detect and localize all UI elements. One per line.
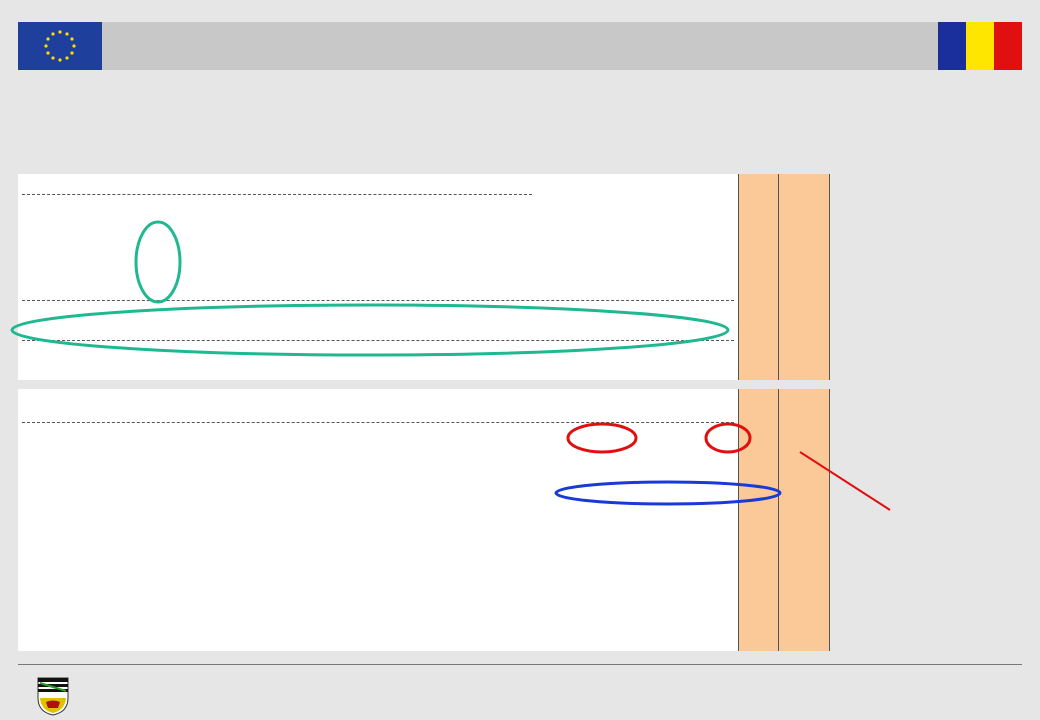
new-value-column-bottom xyxy=(778,389,830,651)
divider xyxy=(22,300,734,301)
eu-flag-icon xyxy=(18,22,102,70)
bottom-spreadsheet xyxy=(18,389,738,651)
status-column-top xyxy=(738,174,778,380)
title-banner xyxy=(18,22,1022,70)
meta-component xyxy=(22,202,66,214)
divider xyxy=(22,422,734,423)
divider xyxy=(22,340,734,341)
header-row xyxy=(18,322,738,336)
romania-flag-icon xyxy=(938,22,1022,70)
meta-startyear xyxy=(22,228,66,240)
footer-divider xyxy=(18,664,1022,665)
header-row-top xyxy=(18,308,738,322)
header-row-top xyxy=(18,391,738,405)
meta-maxnum-value xyxy=(128,280,168,292)
meta-checked-min xyxy=(128,254,168,266)
divider xyxy=(22,194,532,195)
top-spreadsheet xyxy=(18,174,738,380)
meta-average xyxy=(22,241,66,253)
meta-startyear-value xyxy=(128,228,168,240)
meta-unit xyxy=(22,215,66,227)
new-value-column-top xyxy=(778,174,830,380)
saxony-anhalt-shield-icon xyxy=(36,676,70,716)
meta-checked-max xyxy=(128,267,168,279)
meta-maxnum xyxy=(22,280,66,292)
meta-checked xyxy=(22,254,66,266)
header-row xyxy=(18,404,738,418)
status-column-bottom xyxy=(738,389,778,651)
